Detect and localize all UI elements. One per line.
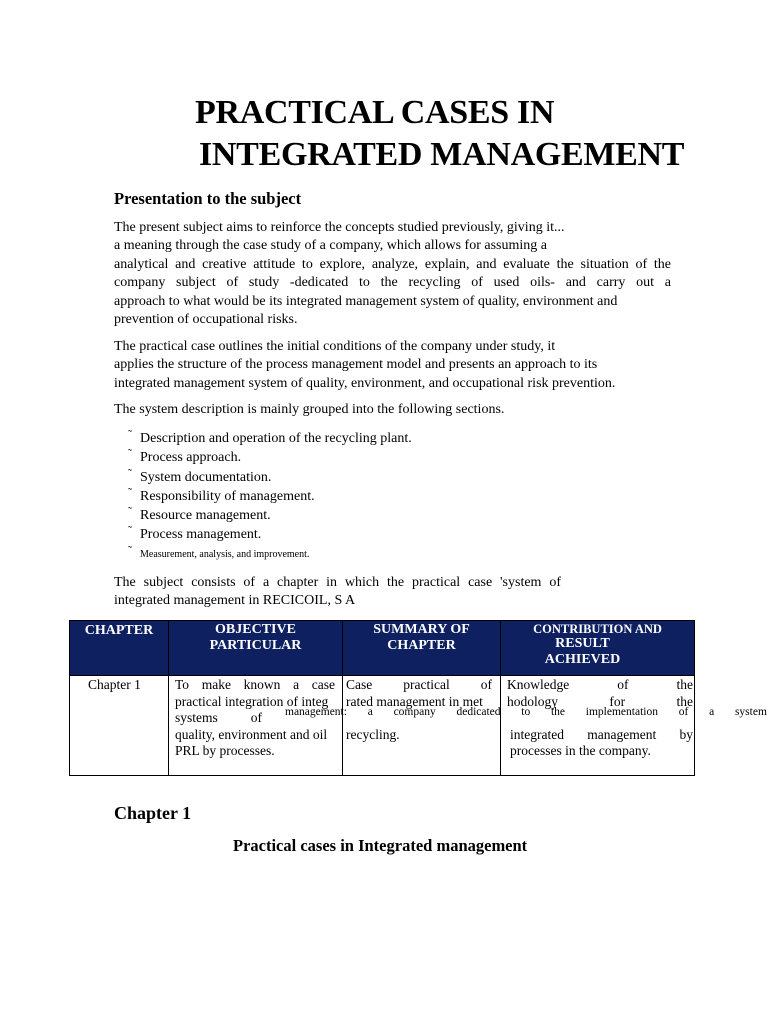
paragraph-system-description: The system description is mainly grouped into the following sections. <box>114 402 505 417</box>
document-title-line-1: PRACTICAL CASES IN <box>195 94 555 131</box>
header-objective: OBJECTIVE PARTICULAR <box>169 621 343 676</box>
list-item: ˜ Resource management. <box>128 504 271 524</box>
paragraph-line: applies the structure of the process management model and presents an approach to its <box>114 357 598 373</box>
list-item: ˜ System documentation. <box>128 465 272 485</box>
bullet-marker: ˜ <box>128 446 132 461</box>
document-title-line-2: INTEGRATED MANAGEMENT <box>199 136 685 173</box>
cell-chapter: Chapter 1 <box>70 676 169 776</box>
list-item: ˜ Measurement, analysis, and improvement. <box>128 542 310 560</box>
list-item: ˜ Description and operation of the recycling plant. <box>128 427 412 446</box>
cell-summary: Case practical of rated management in met recycling. <box>343 676 501 776</box>
bullet-marker: ˜ <box>128 523 132 538</box>
list-item: ˜ Process approach. <box>128 446 242 466</box>
paragraph-line: integrated management system of quality, environment, and occupational risk prevention. <box>114 375 616 391</box>
paragraph-line: The present subject aims to reinforce the concepts studied previously, giving it... <box>114 220 565 235</box>
header-chapter: CHAPTER <box>70 621 169 676</box>
paragraph-line: integrated management in RECICOIL, S A <box>114 593 356 609</box>
header-summary: SUMMARY OF CHAPTER <box>343 621 501 676</box>
bullet-marker: ˜ <box>128 427 132 441</box>
bullet-marker: ˜ <box>128 504 132 519</box>
list-item: ˜ Process management. <box>128 523 262 543</box>
chapter-heading: Chapter 1 <box>114 803 192 823</box>
bullet-marker: ˜ <box>128 542 132 557</box>
paragraph-intro <box>114 219 671 329</box>
cell-contribution: Knowledge of the hodology for the integrated management by processes in the company. <box>501 676 695 776</box>
table-row <box>70 676 695 776</box>
chapter-table <box>69 620 695 776</box>
chapter-subtitle: Practical cases in Integrated management <box>233 836 528 855</box>
paragraph-line: analytical and creative attitude to explore, analyze, explain, and evaluate the situation of the <box>114 256 671 272</box>
paragraph-line: prevention of occupational risks. <box>114 312 298 328</box>
paragraph-line: The subject consists of a chapter in which the practical case 'system of <box>114 575 561 590</box>
paragraph-line: a meaning through the case study of a company, which allows for assuming a <box>114 238 547 254</box>
table-overflow-text: management: a company dedicated to the implementation of a system <box>285 706 767 718</box>
list-item: ˜ Responsibility of management. <box>128 484 315 504</box>
section-heading-presentation: Presentation to the subject <box>114 189 302 208</box>
table-header-row <box>70 621 695 676</box>
header-contribution: CONTRIBUTION AND RESULT ACHIEVED <box>501 621 695 676</box>
paragraph-line: approach to what would be its integrated management system of quality, environment and <box>114 293 618 309</box>
paragraph-line: The practical case outlines the initial conditions of the company under study, it <box>114 339 556 354</box>
paragraph-line: company subject of study -dedicated to the recycling of used oils- and carry out a <box>114 275 671 291</box>
paragraph-subject-chapter <box>114 574 561 611</box>
bullet-marker: ˜ <box>128 465 132 480</box>
bullet-marker: ˜ <box>128 484 132 499</box>
paragraph-practical-case <box>114 338 615 393</box>
sections-list <box>114 429 412 564</box>
cell-objective: To make known a case practical integration of integ systems of quality, environment and oil PRL by processes. <box>169 676 343 776</box>
